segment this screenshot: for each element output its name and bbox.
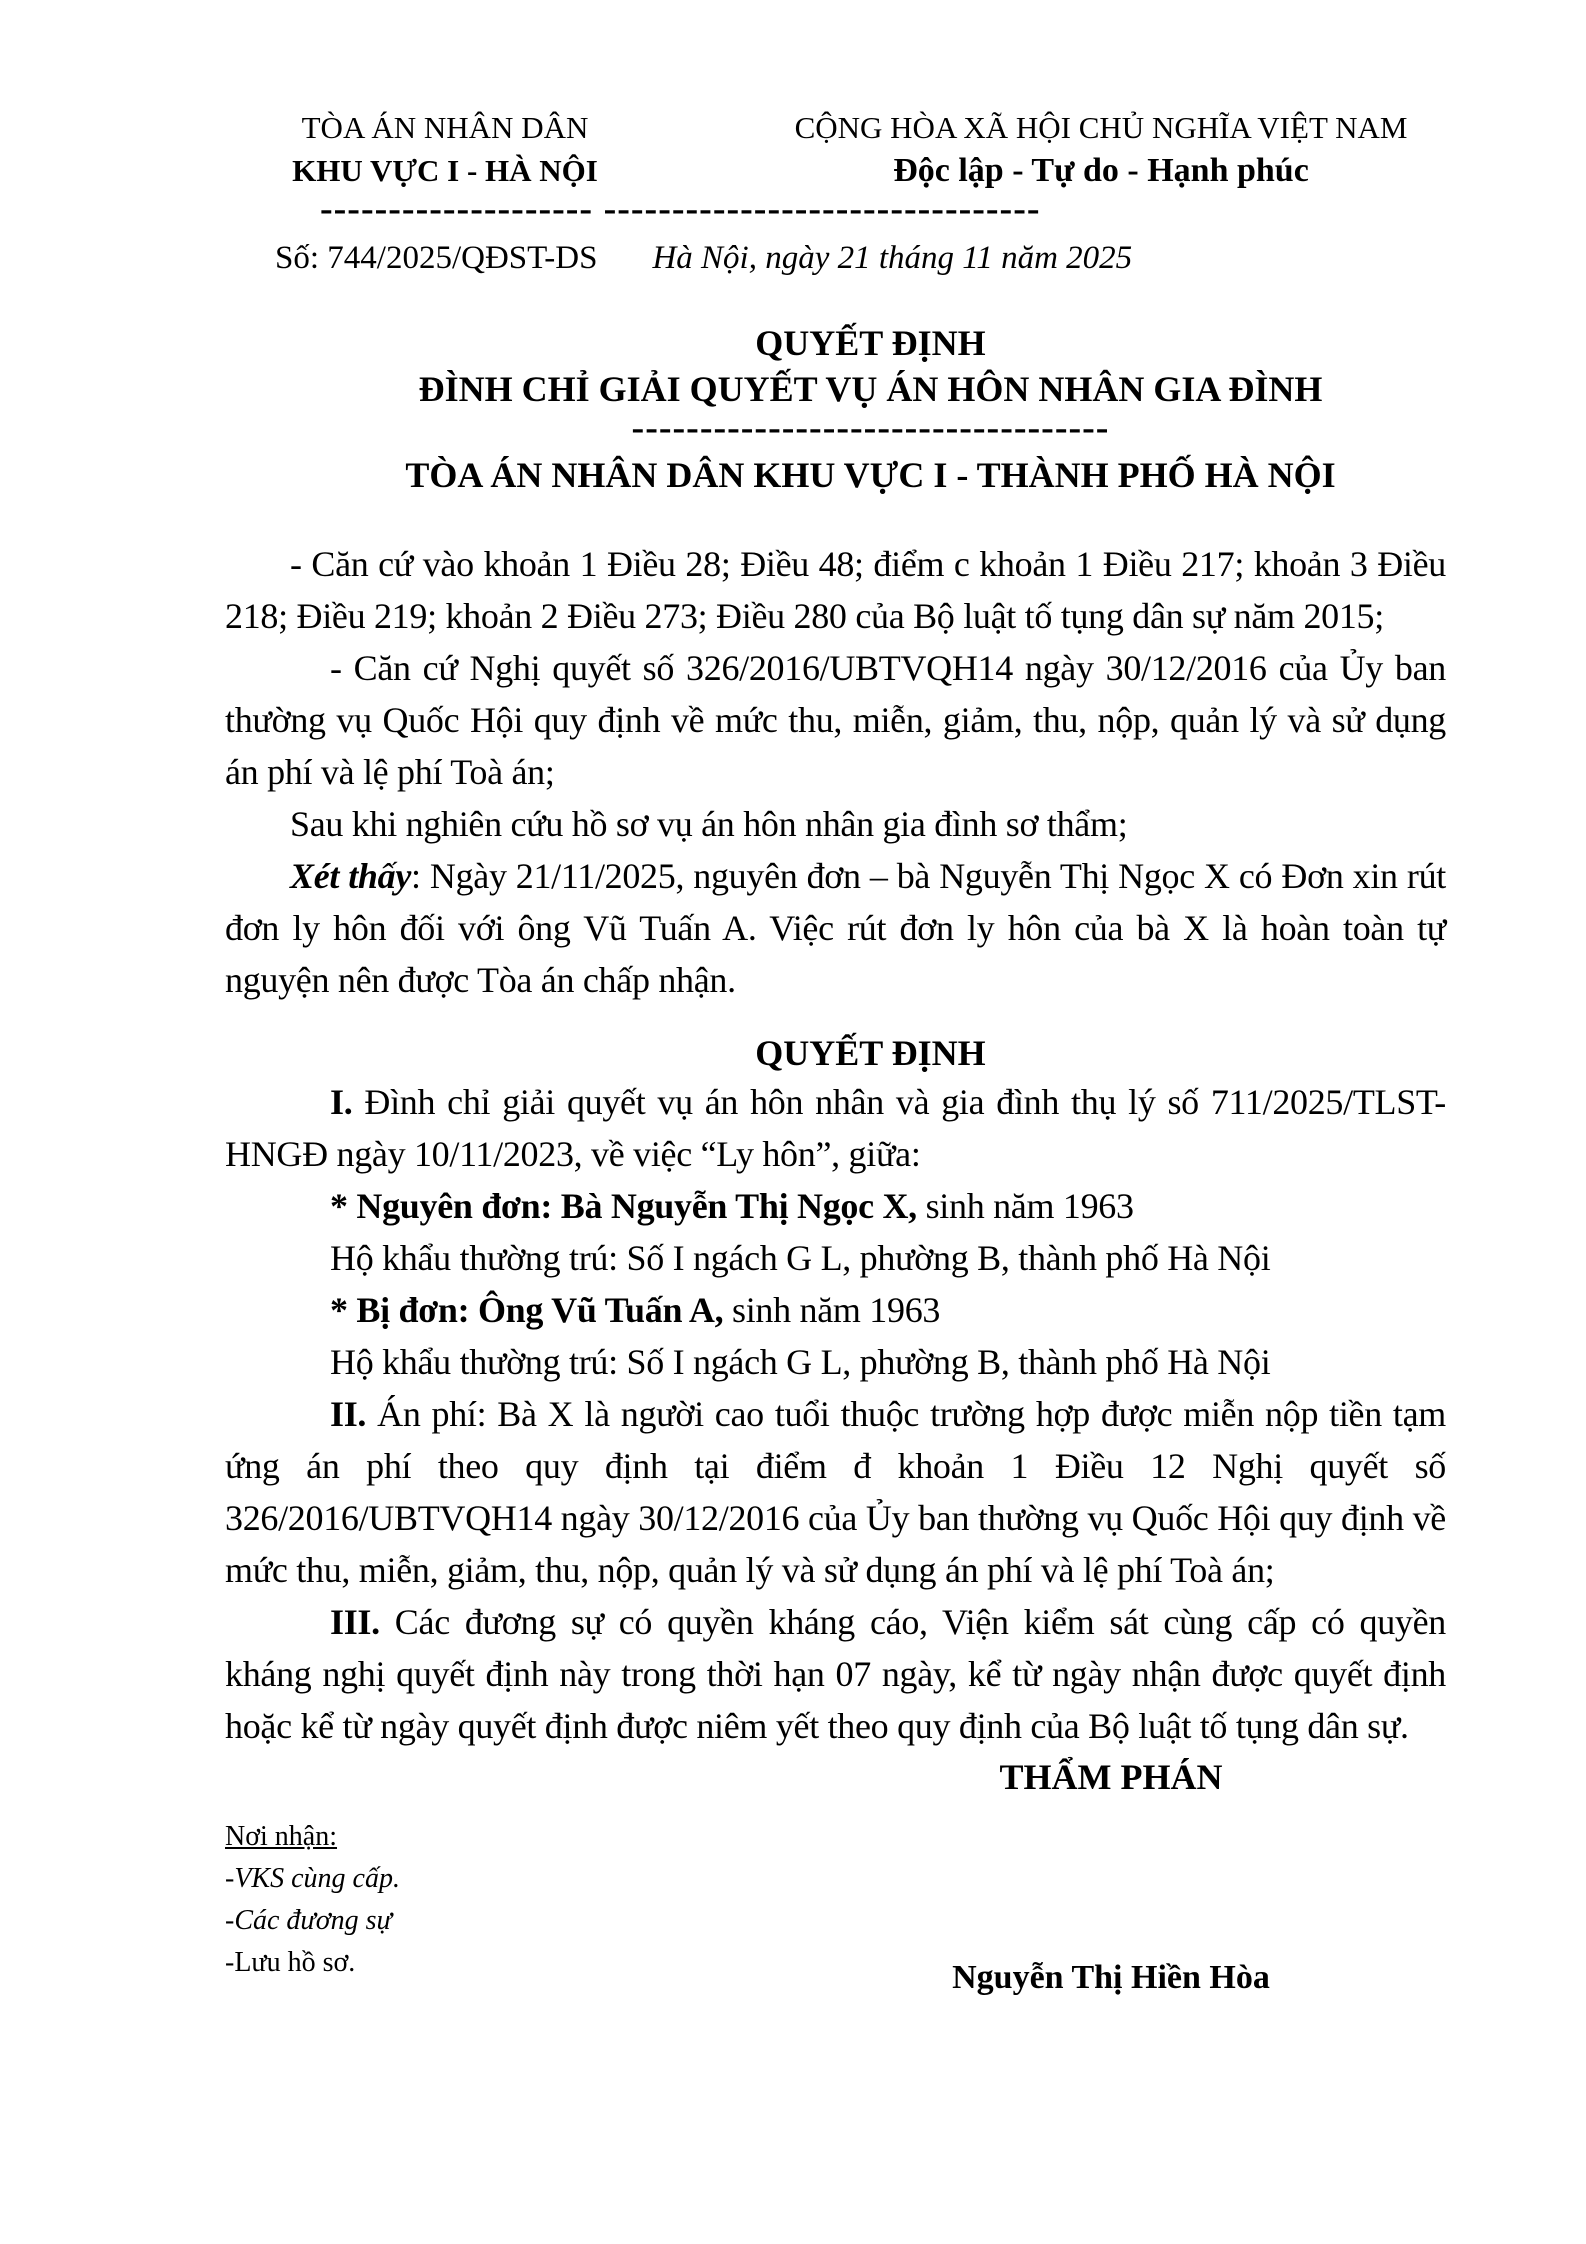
judge-title-block	[831, 1754, 1391, 1800]
defendant-name: * Bị đơn: Ông Vũ Tuấn A,	[330, 1290, 724, 1330]
judge-title: THẨM PHÁN	[999, 1757, 1223, 1797]
court-name-line1: TÒA ÁN NHÂN DÂN	[301, 110, 589, 145]
number-date-row	[225, 236, 1446, 280]
republic-motto-line1: CỘNG HÒA XÃ HỘI CHỦ NGHĨA VIỆT NAM	[794, 110, 1408, 145]
recipient-vks: -VKS cùng cấp.	[225, 1863, 400, 1894]
document-title: QUYẾT ĐỊNH	[755, 323, 986, 363]
findings-lead: Xét thấy	[290, 856, 412, 896]
decision-heading: QUYẾT ĐỊNH	[755, 1033, 986, 1073]
header-divider-dashes: -------------------- --------------------------------	[320, 188, 1041, 230]
decision-item-1	[225, 1076, 1446, 1180]
defendant-line	[225, 1284, 1446, 1336]
republic-motto-line2: Độc lập - Tự do - Hạnh phúc	[893, 152, 1309, 189]
document-body	[225, 538, 1446, 1752]
recipient-parties: -Các đương sự	[225, 1905, 392, 1936]
recipient-archive: -Lưu hồ sơ.	[225, 1947, 356, 1978]
review-statement: Sau khi nghiên cứu hồ sơ vụ án hôn nhân gia đình sơ thẩm;	[290, 804, 1128, 844]
plaintiff-birth-year: sinh năm 1963	[916, 1186, 1134, 1226]
footer-row	[225, 1816, 1446, 2000]
findings-text: : Ngày 21/11/2025, nguyên đơn – bà Nguyễn Thị Ngọc X có Đơn xin rút đơn ly hôn đối với ông Vũ Tuấn A. Việc rút đơn ly hôn của bà X là hoàn toàn tự nguyện nên được Tòa án chấp nhận.	[225, 856, 1446, 1000]
decision-item-3-text: Các đương sự có quyền kháng cáo, Viện kiểm sát cùng cấp có quyền kháng nghị quyết định này trong thời hạn 07 ngày, kể từ ngày nhận được quyết định hoặc kể từ ngày quyết định được niêm yết theo quy định của Bộ luật tố tụng dân sự.	[225, 1602, 1446, 1746]
document-subtitle: ĐÌNH CHỈ GIẢI QUYẾT VỤ ÁN HÔN NHÂN GIA ĐÌNH	[418, 369, 1323, 409]
judge-signature-block	[831, 1816, 1391, 2000]
defendant-address: Hộ khẩu thường trú: Số I ngách G L, phường B, thành phố Hà Nội	[330, 1342, 1271, 1382]
deciding-court-name: TÒA ÁN NHÂN DÂN KHU VỰC I - THÀNH PHỐ HÀ NỘI	[405, 455, 1336, 495]
plaintiff-name: * Nguyên đơn: Bà Nguyễn Thị Ngọc X,	[330, 1186, 917, 1226]
issue-date: Hà Nội, ngày 21 tháng 11 năm 2025	[652, 240, 1133, 276]
findings-paragraph	[225, 850, 1446, 1006]
plaintiff-address: Hộ khẩu thường trú: Số I ngách G L, phường B, thành phố Hà Nội	[330, 1238, 1271, 1278]
decision-item-2-text: Án phí: Bà X là người cao tuổi thuộc trường hợp được miễn nộp tiền tạm ứng án phí theo quy định tại điểm đ khoản 1 Điều 12 Nghị quyết số 326/2016/UBTVQH14 ngày 30/12/2016 của Ủy ban thường vụ Quốc Hội quy định về mức thu, miễn, giảm, thu, nộp, quản lý và sử dụng án phí và lệ phí Toà án;	[225, 1394, 1446, 1590]
recipients-block	[225, 1816, 400, 1984]
decision-item-2	[225, 1388, 1446, 1596]
legal-basis-paragraph-1: - Căn cứ vào khoản 1 Điều 28; Điều 48; điểm c khoản 1 Điều 217; khoản 3 Điều 218; Điều 219; khoản 2 Điều 273; Điều 280 của Bộ luật tố tụng dân sự năm 2015;	[225, 544, 1446, 636]
decision-item-1-text: Đình chỉ giải quyết vụ án hôn nhân và gia đình thụ lý số 711/2025/TLST-HNGĐ ngày 10/11/2023, về việc “Ly hôn”, giữa:	[225, 1082, 1446, 1174]
decision-item-1-label: I.	[330, 1082, 353, 1122]
legal-basis-paragraph-2: - Căn cứ Nghị quyết số 326/2016/UBTVQH14 ngày 30/12/2016 của Ủy ban thường vụ Quốc Hội quy định về mức thu, miễn, giảm, thu, nộp, quản lý và sử dụng án phí và lệ phí Toà án;	[225, 648, 1446, 792]
decision-item-3	[225, 1596, 1446, 1752]
document-title-block	[225, 320, 1446, 498]
judge-name: Nguyễn Thị Hiền Hòa	[952, 1959, 1270, 1996]
case-number: Số: 744/2025/QĐST-DS	[275, 240, 598, 276]
national-header	[225, 108, 1446, 194]
title-divider-dashes: -----------------------------------	[631, 407, 1110, 449]
court-name-line2: KHU VỰC I - HÀ NỘI	[292, 153, 598, 188]
decision-item-3-label: III.	[330, 1602, 380, 1642]
decision-item-2-label: II.	[330, 1394, 367, 1434]
recipients-heading: Nơi nhận:	[225, 1821, 338, 1852]
republic-block	[756, 108, 1446, 194]
issuing-court-block	[225, 108, 665, 194]
plaintiff-line	[225, 1180, 1446, 1232]
defendant-birth-year: sinh năm 1963	[723, 1290, 941, 1330]
